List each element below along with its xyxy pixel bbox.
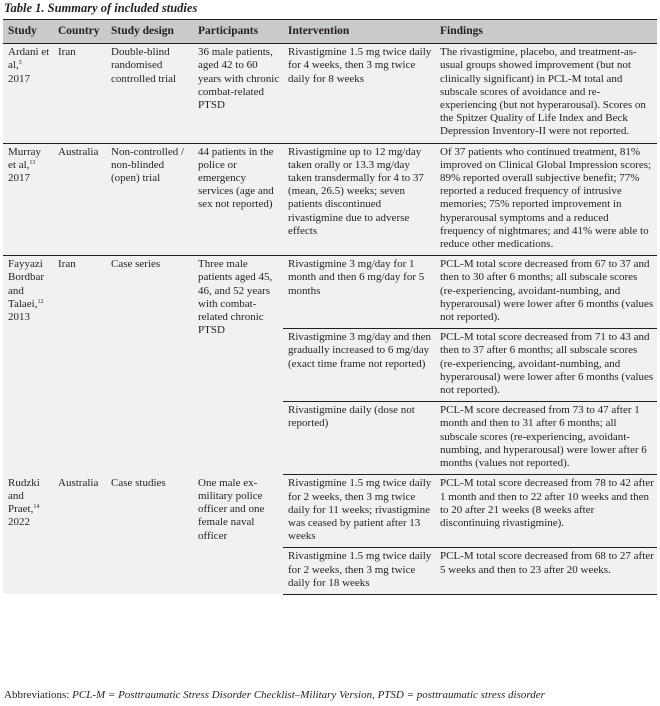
intervention-cell: Rivastigmine 1.5 mg twice daily for 2 weeks, then 3 mg twice daily for 18 weeks bbox=[283, 548, 435, 595]
participants-cell: Three male patients aged 45, 46, and 52 years with combat-related chronic PTSD bbox=[193, 256, 283, 475]
study-name: Murray et al, bbox=[8, 145, 41, 171]
study-name: Rudzki and Praet, bbox=[8, 476, 40, 516]
study-cell bbox=[3, 475, 53, 595]
findings-cell: PCL-M score decreased from 73 to 47 after 1 month and then to 31 after 6 months; all subscale scores (re-experiencing, avoidant-numbing, and hyperarousal) were lower after 6 months (values not reported). bbox=[435, 402, 657, 475]
study-cell bbox=[3, 44, 53, 143]
intervention-cell: Rivastigmine 3 mg/day and then gradually increased to 6 mg/day (exact time frame not reported) bbox=[283, 329, 435, 402]
study-design-cell: Non-controlled / non-blinded (open) trial bbox=[106, 143, 193, 256]
country-cell: Australia bbox=[53, 475, 106, 595]
table-row bbox=[3, 143, 657, 256]
findings-cell: PCL-M total score decreased from 71 to 43 and then to 37 after 6 months; all subscale scores (re-experiencing, avoidant-numbing, and hyperarousal) were lower after 6 months (values not reported). bbox=[435, 329, 657, 402]
intervention-cell: Rivastigmine 1.5 mg twice daily for 2 weeks, then 3 mg twice daily for 11 weeks; rivastigmine was ceased by patient after 13 weeks bbox=[283, 475, 435, 548]
table-row bbox=[3, 44, 657, 143]
intervention-cell: Rivastigmine 3 mg/day for 1 month and then 6 mg/day for 5 months bbox=[283, 256, 435, 329]
table-row bbox=[3, 475, 657, 548]
study-name: Fayyazi Bordbar and Talaei, bbox=[8, 258, 45, 310]
country-cell: Iran bbox=[53, 256, 106, 475]
header-participants: Participants bbox=[193, 20, 283, 44]
table-body bbox=[3, 44, 657, 595]
study-cell bbox=[3, 143, 53, 256]
header-study-design: Study design bbox=[106, 20, 193, 44]
country-cell: Iran bbox=[53, 44, 106, 143]
reference-number: 14 bbox=[33, 504, 40, 511]
study-year: 2013 bbox=[8, 311, 30, 324]
intervention-cell: Rivastigmine daily (dose not reported) bbox=[283, 402, 435, 475]
study-year: 2017 bbox=[8, 172, 30, 185]
abbreviations-footnote bbox=[4, 689, 545, 701]
findings-cell: PCL-M total score decreased from 67 to 37 and then to 30 after 6 months; all subscale scores (re-experiencing, avoidant-numbing, and hyperarousal) were lower after 6 months (values not reported). bbox=[435, 256, 657, 329]
header-country: Country bbox=[53, 20, 106, 44]
findings-cell: Of 37 patients who continued treatment, 81% improved on Clinical Global Impression scores; 89% reported overall subjective benefit; 77% reported a reduced frequency of intrusive memories; 75% reported improvement in hyperarousal symptoms and a reduced frequency of nightmares; and 41% were able to reduce other medications. bbox=[435, 143, 657, 256]
participants-cell: One male ex-military police officer and one female naval officer bbox=[193, 475, 283, 595]
study-cell bbox=[3, 256, 53, 475]
abbreviations-label: Abbreviations: bbox=[4, 689, 73, 701]
reference-number: 13 bbox=[29, 159, 36, 166]
findings-cell: PCL-M total score decreased from 68 to 27 after 5 weeks and then to 23 after 20 weeks. bbox=[435, 548, 657, 595]
header-study: Study bbox=[3, 20, 53, 44]
table-caption: Table 1. Summary of included studies bbox=[4, 1, 198, 15]
findings-cell: PCL-M total score decreased from 78 to 42 after 1 month and then to 22 after 10 weeks and then to 20 after 21 weeks (8 weeks after discontinuing rivastigmine). bbox=[435, 475, 657, 548]
header-intervention: Intervention bbox=[283, 20, 435, 44]
findings-cell: The rivastigmine, placebo, and treatment-as-usual groups showed improvement (but not clinically significant) in PCL-M total and subscale scores of avoidance and re-experiencing (but not hyperarousal). Scores on the Spitzer Quality of Life Index and Beck Depression Inventory-II were not reported. bbox=[435, 44, 657, 143]
country-cell: Australia bbox=[53, 143, 106, 256]
participants-cell: 44 patients in the police or emergency services (age and sex not reported) bbox=[193, 143, 283, 256]
studies-table bbox=[3, 19, 657, 595]
study-design-cell: Case series bbox=[106, 256, 193, 475]
study-name: Ardani et al, bbox=[8, 46, 50, 72]
study-design-cell: Double-blind randomised controlled trial bbox=[106, 44, 193, 143]
reference-number: 12 bbox=[37, 298, 44, 305]
table-row bbox=[3, 256, 657, 329]
header-findings: Findings bbox=[435, 20, 657, 44]
intervention-cell: Rivastigmine 1.5 mg twice daily for 4 weeks, then 3 mg twice daily for 8 weeks bbox=[283, 44, 435, 143]
header-row bbox=[3, 20, 657, 44]
study-year: 2017 bbox=[8, 72, 30, 85]
study-design-cell: Case studies bbox=[106, 475, 193, 595]
participants-cell: 36 male patients, aged 42 to 60 years with chronic combat-related PTSD bbox=[193, 44, 283, 143]
reference-number: 5 bbox=[18, 60, 22, 67]
abbreviations-text: PCL-M = Posttraumatic Stress Disorder Checklist–Military Version, PTSD = posttraumatic stress disorder bbox=[72, 689, 545, 701]
intervention-cell: Rivastigmine up to 12 mg/day taken orally or 13.3 mg/day taken transdermally for 4 to 37 (mean, 26.5) weeks; seven patients discontinued rivastigmine due to adverse effects bbox=[283, 143, 435, 256]
study-year: 2022 bbox=[8, 516, 30, 529]
